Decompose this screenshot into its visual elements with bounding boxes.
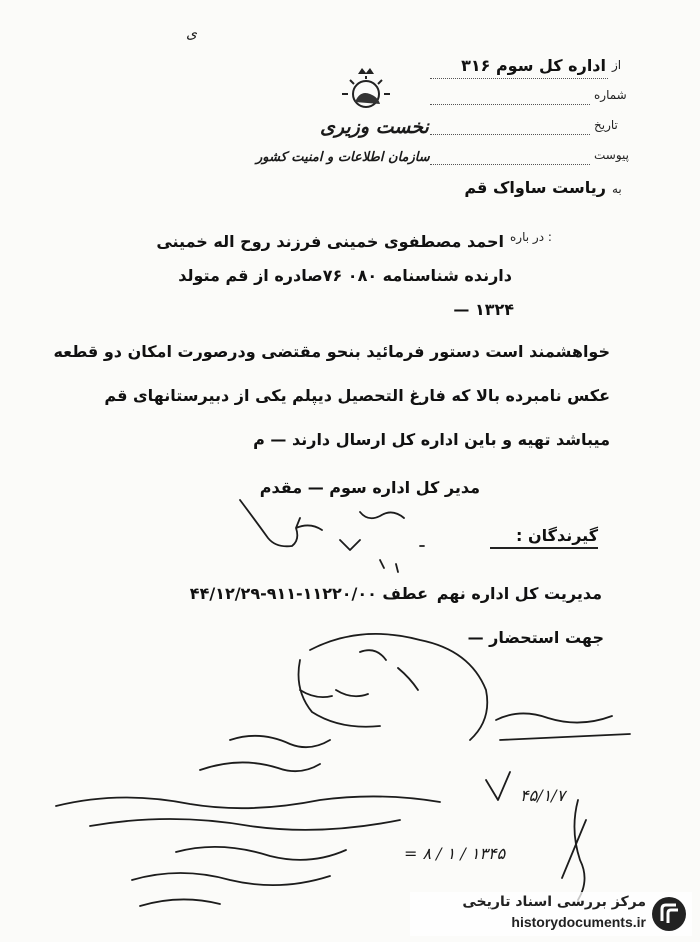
handwritten-note-6 — [132, 873, 330, 885]
subject-line-3: ۱۳۲۴ — — [453, 300, 514, 319]
bottom-date: ۱۳۴۵ / ۱ / ۸ = — [404, 844, 506, 863]
paragraph-line-1: خواهشمند است دستور فرمائید بنحو مقتضی ودرصورت امکان دو قطعه — [53, 342, 610, 361]
subject-line-2: دارنده شناسنامه ۰۸۰ ۷۶صادره از قم متولد — [178, 266, 512, 285]
paragraph-line-3: میباشد تهیه و باین اداره کل ارسال دارند — م — [253, 430, 610, 449]
subject-line-1: احمد مصطفوی خمینی فرزند روح اله خمینی — [156, 232, 504, 251]
corner-mark: ی — [186, 26, 197, 42]
from-label: از — [612, 58, 622, 72]
watermark-title: مرکز بررسی اسناد تاریخی — [462, 894, 646, 910]
subject-label: در باره : — [510, 230, 552, 244]
archive-logo-icon — [650, 895, 688, 933]
letterhead-subtitle: سازمان اطلاعات و امنیت کشور — [256, 150, 430, 165]
handwritten-note-7 — [140, 899, 220, 906]
handwritten-note-4 — [90, 819, 400, 830]
date-label: تاریخ — [594, 118, 618, 132]
handwritten-note-3 — [56, 796, 440, 808]
watermark-url: historydocuments.ir — [511, 914, 646, 930]
stamp-date: ۴۵/۱/۷ — [520, 786, 566, 805]
number-label: شماره — [594, 88, 627, 102]
paragraph-line-2: عکس نامبرده بالا که فارغ التحصیل دیپلم یکی از دبیرستانهای قم — [104, 386, 610, 405]
watermark — [410, 892, 692, 936]
signature-block: مدیر کل اداره سوم — مقدم — [259, 478, 480, 497]
recipients-title: گیرندگان : — [490, 526, 598, 549]
signature-right-scribble — [496, 713, 630, 740]
vertical-flourish — [562, 800, 586, 900]
letterhead-title: نخست وزیری — [320, 116, 429, 138]
handwritten-note-5 — [176, 847, 346, 860]
signature-scribble — [240, 500, 404, 550]
to-label: به — [612, 182, 622, 196]
handwritten-note-1 — [230, 736, 330, 747]
handwritten-note-2 — [200, 762, 320, 771]
recipients-line-1-left: عطف ۱۱۲۲۰/۰۰-۹۱۱-۴۴/۱۲/۲۹ — [189, 584, 428, 603]
circular-date-scribble — [299, 634, 488, 740]
attachment-label: پیوست — [594, 148, 629, 162]
from-value: اداره کل سوم ۳۱۶ — [461, 56, 606, 75]
to-value: ریاست ساواک قم — [464, 178, 606, 197]
checkmark-stroke — [486, 772, 510, 800]
recipients-line-2: جهت استحضار — — [467, 628, 604, 647]
recipients-line-1-right: مدیریت کل اداره نهم — [436, 584, 602, 603]
